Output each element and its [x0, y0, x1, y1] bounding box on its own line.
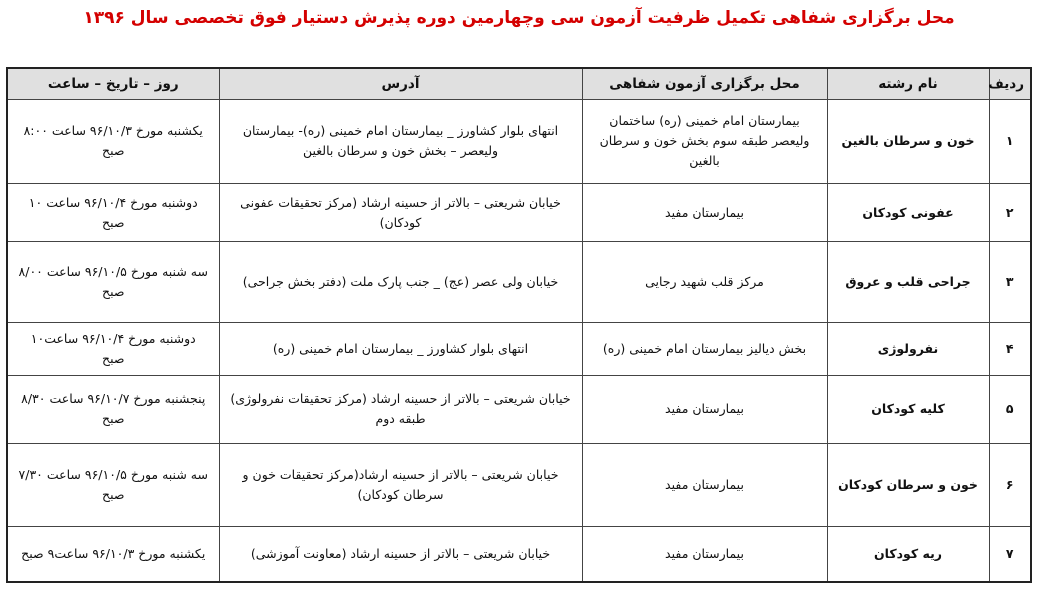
row-number: ۳ — [989, 242, 1031, 323]
schedule-table — [6, 67, 1032, 583]
datetime: دوشنبه مورخ ۹۶/۱۰/۴ ساعت ۱۰ صبح — [7, 183, 219, 242]
field-name: جراحی قلب و عروق — [827, 242, 989, 323]
exam-venue: بیمارستان امام خمینی (ره) ساختمان ولیعصر طبقه سوم بخش خون و سرطان بالغین — [582, 100, 827, 184]
table-row — [7, 375, 1031, 444]
table-row — [7, 242, 1031, 323]
row-number: ۲ — [989, 183, 1031, 242]
row-number: ۴ — [989, 323, 1031, 375]
page-title: محل برگزاری شفاهی تکمیل ظرفیت آزمون سی وچهارمین دوره پذیرش دستیار فوق تخصصی سال ۱۳۹۶ — [83, 8, 955, 28]
datetime: یکشنبه مورخ ۹۶/۱۰/۳ ساعت۹ صبح — [7, 526, 219, 582]
address: انتهای بلوار کشاورز _ بیمارستان امام خمینی (ره) — [219, 323, 582, 375]
datetime: پنجشنبه مورخ ۹۶/۱۰/۷ ساعت ۸/۳۰ صبح — [7, 375, 219, 444]
row-number: ۶ — [989, 444, 1031, 527]
field-name: عفونی کودکان — [827, 183, 989, 242]
table-row — [7, 526, 1031, 582]
header-datetime: روز – تاریخ – ساعت — [7, 68, 219, 100]
row-number: ۵ — [989, 375, 1031, 444]
field-name: نفرولوژی — [827, 323, 989, 375]
field-name: کلیه کودکان — [827, 375, 989, 444]
header-exam-venue: محل برگزاری آزمون شفاهی — [582, 68, 827, 100]
exam-venue: مرکز قلب شهید رجایی — [582, 242, 827, 323]
address: خیابان شریعتی – بالاتر از حسینه ارشاد (مرکز تحقیقات نفرولوژی) طبقه دوم — [219, 375, 582, 444]
header-row-number: ردیف — [989, 68, 1031, 100]
address: خیابان شریعتی – بالاتر از حسینه ارشاد (معاونت آموزشی) — [219, 526, 582, 582]
address: انتهای بلوار کشاورز _ بیمارستان امام خمینی (ره)- بیمارستان ولیعصر – بخش خون و سرطان بالغین — [219, 100, 582, 184]
datetime: دوشنبه مورخ ۹۶/۱۰/۴ ساعت۱۰ صبح — [7, 323, 219, 375]
datetime: سه شنبه مورخ ۹۶/۱۰/۵ ساعت ۸/۰۰ صبح — [7, 242, 219, 323]
address: خیابان شریعتی – بالاتر از حسینه ارشاد(مرکز تحقیقات خون و سرطان کودکان) — [219, 444, 582, 527]
field-name: خون و سرطان کودکان — [827, 444, 989, 527]
table-row — [7, 100, 1031, 184]
header-field-name: نام رشته — [827, 68, 989, 100]
exam-venue: بیمارستان مفید — [582, 183, 827, 242]
table-row — [7, 444, 1031, 527]
table-row — [7, 323, 1031, 375]
exam-venue: بخش دیالیز بیمارستان امام خمینی (ره) — [582, 323, 827, 375]
field-name: ریه کودکان — [827, 526, 989, 582]
field-name: خون و سرطان بالغین — [827, 100, 989, 184]
address: خیابان شریعتی – بالاتر از حسینه ارشاد (مرکز تحقیقات عفونی کودکان) — [219, 183, 582, 242]
table-row — [7, 183, 1031, 242]
exam-venue: بیمارستان مفید — [582, 526, 827, 582]
datetime: یکشنبه مورخ ۹۶/۱۰/۳ ساعت ۸:۰۰ صبح — [7, 100, 219, 184]
address: خیابان ولی عصر (عج) _ جنب پارک ملت (دفتر بخش جراحی) — [219, 242, 582, 323]
table-header-row — [7, 68, 1031, 100]
row-number: ۱ — [989, 100, 1031, 184]
exam-venue: بیمارستان مفید — [582, 375, 827, 444]
exam-venue: بیمارستان مفید — [582, 444, 827, 527]
datetime: سه شنبه مورخ ۹۶/۱۰/۵ ساعت ۷/۳۰ صبح — [7, 444, 219, 527]
header-address: آدرس — [219, 68, 582, 100]
row-number: ۷ — [989, 526, 1031, 582]
